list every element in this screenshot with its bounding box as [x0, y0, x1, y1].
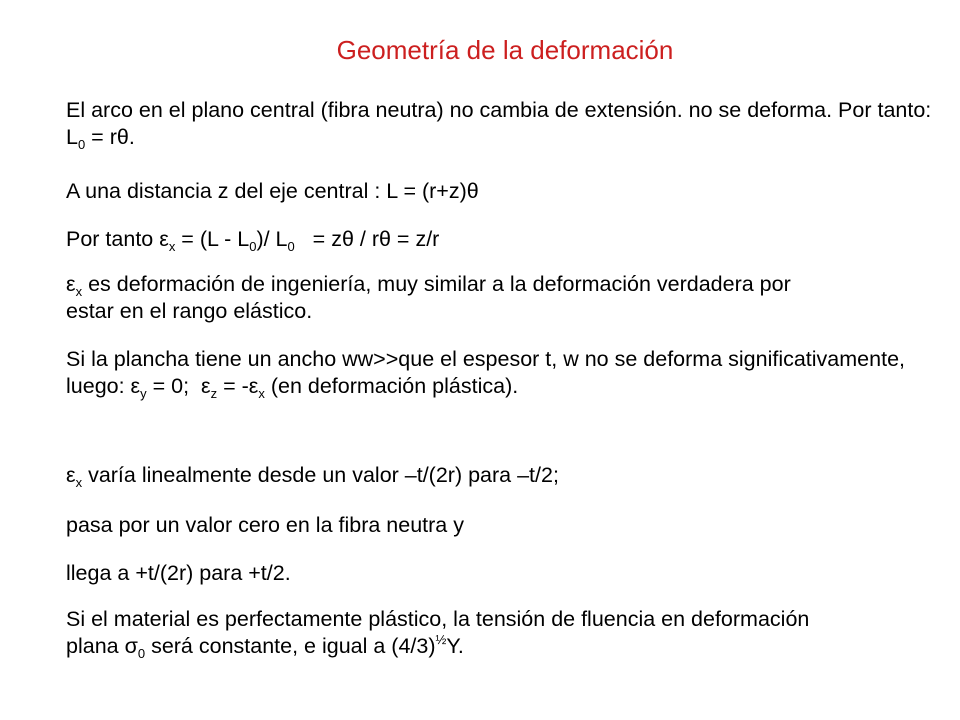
paragraph-text: es deformación de ingeniería, muy similar a la deformación verdadera por estar en el rango elástico. — [66, 272, 791, 323]
paragraph-plate-width — [66, 346, 931, 400]
slide-title: Geometría de la deformación — [336, 35, 674, 65]
paragraph-linear-variation — [66, 462, 936, 489]
paragraph-text: A una distancia z del eje central : L = (r+z)θ — [66, 179, 479, 203]
subscript: 0 — [137, 646, 146, 661]
paragraph-zero-value — [66, 512, 936, 539]
subscript: 0 — [77, 137, 86, 152]
subscript: x — [168, 239, 176, 254]
subscript: x — [75, 284, 83, 299]
paragraph-yield-stress — [66, 606, 866, 660]
subscript: y — [140, 386, 147, 401]
paragraph-text: llega a +t/(2r) para +t/2. — [66, 561, 291, 585]
paragraph-text: (en deformación plástica). — [264, 374, 519, 398]
paragraph-text: Y. — [446, 634, 464, 658]
subscript: z — [210, 386, 218, 401]
paragraph-text: = rθ. — [85, 125, 135, 149]
paragraph-text: Si el material es perfectamente plástico, la tensión de fluencia en deformación plana σ — [66, 607, 810, 658]
paragraph-text: El arco en el plano central (fibra neutra) no cambia de extensión. no se deforma. Por tanto: L — [66, 98, 932, 149]
paragraph-text: )/ L — [256, 227, 288, 251]
paragraph-text: = (L - L — [175, 227, 250, 251]
paragraph-text: = -ε — [217, 374, 259, 398]
subscript: x — [258, 386, 265, 401]
paragraph-text: Si la plancha tiene un ancho ww>>que el espesor t, w no se deforma significativamente, luego: ε — [66, 347, 905, 398]
paragraph-text: será constante, e igual a (4/3) — [145, 634, 436, 658]
superscript: ½ — [435, 632, 447, 647]
paragraph-reaches-value — [66, 560, 936, 587]
subscript: 0 — [287, 239, 295, 254]
paragraph-text: ε — [66, 463, 76, 487]
paragraph-text: Por tanto ε — [66, 227, 169, 251]
paragraph-strain-formula — [66, 226, 936, 253]
paragraph-text: varía linealmente desde un valor –t/(2r) para –t/2; — [82, 463, 559, 487]
paragraph-engineering-strain — [66, 271, 836, 325]
subscript: x — [75, 475, 83, 490]
paragraph-neutral-fiber — [66, 97, 936, 151]
paragraph-text: ε — [66, 272, 76, 296]
paragraph-distance-z — [66, 178, 936, 205]
paragraph-text: = zθ / rθ = z/r — [294, 227, 440, 251]
paragraph-text: = 0; ε — [146, 374, 211, 398]
paragraph-text: pasa por un valor cero en la fibra neutra y — [66, 513, 464, 537]
subscript: 0 — [249, 239, 257, 254]
